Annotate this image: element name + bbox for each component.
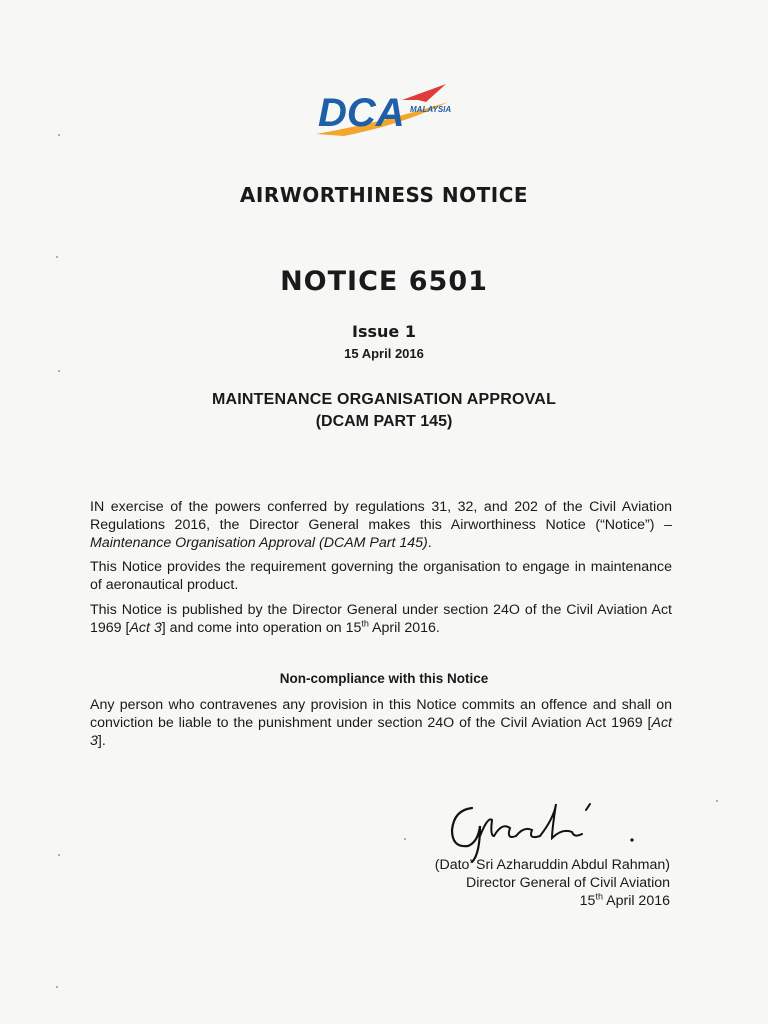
- act-reference-italic: Act 3: [90, 715, 672, 749]
- paragraph-purpose: This Notice provides the requirement governing the organisation to engage in maintenance of aeronautical product.: [90, 559, 672, 593]
- notice-number: NOTICE 6501: [280, 266, 488, 297]
- issue-date: 15 April 2016: [344, 346, 424, 361]
- signatory-name: (Dato’ Sri Azharuddin Abdul Rahman): [434, 857, 670, 873]
- notice-type-title: AIRWORTHINESS NOTICE: [239, 183, 529, 207]
- ordinal-suffix: th: [595, 891, 603, 902]
- paragraph-exercise-of-powers: [90, 498, 672, 552]
- notice-title-italic: Maintenance Organisation Approval (DCAM Part 145): [90, 535, 428, 551]
- scan-speck: [56, 986, 58, 988]
- subject-line-2: (DCAM PART 145): [315, 413, 453, 430]
- scan-speck: [56, 256, 58, 258]
- logo-country: MALAYSIA: [410, 105, 452, 114]
- logo-text: DCA: [318, 91, 405, 135]
- paragraph-text: Any person who contravenes any provision in this Notice commits an offence and shall on conviction be liable to the punishment under section 24O of the Civil Aviation Act 1969 [: [90, 697, 672, 731]
- paragraph-end: ].: [97, 733, 106, 749]
- date-rest: April 2016: [602, 893, 670, 909]
- paragraph-text: ] and come into operation on 15: [161, 620, 362, 636]
- issue-number: Issue 1: [352, 322, 416, 341]
- scan-speck: [58, 134, 60, 136]
- paragraph-end: April 2016.: [368, 620, 440, 636]
- paragraph-publication: [90, 601, 672, 637]
- logo-plane-icon: [402, 84, 446, 102]
- scan-speck: [58, 370, 60, 372]
- scan-speck: [404, 838, 406, 840]
- scan-speck: [58, 854, 60, 856]
- paragraph-end: .: [427, 535, 432, 551]
- dca-malaysia-logo: [314, 78, 454, 140]
- signature-block: [435, 856, 670, 910]
- paragraph-text: This Notice is published by the Director General under section 24O of the Civil Aviation Act 1969 [: [90, 602, 672, 636]
- subject-line-1: MAINTENANCE ORGANISATION APPROVAL: [211, 391, 557, 408]
- noncompliance-heading: Non-compliance with this Notice: [279, 671, 489, 686]
- paragraph-noncompliance: [90, 696, 672, 750]
- signatory-title: Director General of Civil Aviation: [466, 875, 670, 891]
- ordinal-suffix: th: [361, 618, 369, 629]
- paragraph-text: IN exercise of the powers conferred by regulations 31, 32, and 202 of the Civil Aviation Regulations 2016, the Director General makes this Airworthiness Notice (“Notice”) –: [90, 499, 672, 533]
- act-reference-italic: Act 3: [129, 620, 162, 636]
- date-day: 15: [579, 893, 596, 909]
- signature-date: [435, 892, 670, 910]
- scan-speck: [716, 800, 718, 802]
